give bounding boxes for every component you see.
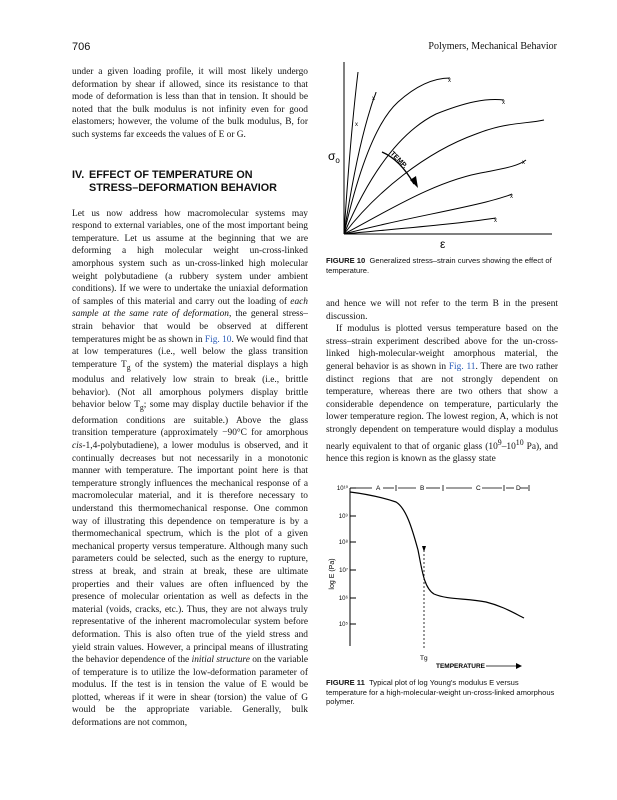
svg-text:x: x bbox=[502, 100, 505, 106]
figure-10-caption: FIGURE 10 Generalized stress–strain curves showing the effect of temperature. bbox=[326, 256, 552, 275]
stress-strain-chart bbox=[326, 62, 558, 252]
svg-text:x: x bbox=[448, 78, 451, 84]
running-title: Polymers, Mechanical Behavior bbox=[428, 41, 557, 52]
curve-4 bbox=[344, 100, 504, 234]
figure-11 bbox=[326, 478, 558, 670]
arrow-head bbox=[410, 176, 418, 188]
region-labels bbox=[376, 485, 521, 492]
svg-text:10⁵: 10⁵ bbox=[338, 622, 348, 628]
svg-text:B: B bbox=[420, 485, 425, 492]
curve-1 bbox=[344, 72, 358, 234]
y-label: $\sigma_o$ bbox=[328, 149, 340, 165]
svg-text:10⁹: 10⁹ bbox=[338, 514, 348, 520]
region-arrows bbox=[356, 485, 529, 491]
curve-6 bbox=[344, 160, 526, 234]
svg-text:x: x bbox=[355, 122, 358, 128]
fig10-link[interactable]: Fig. 10 bbox=[204, 334, 232, 345]
svg-text:10⁶: 10⁶ bbox=[338, 596, 348, 602]
svg-text:x: x bbox=[494, 218, 497, 224]
figure-11-caption: FIGURE 11 Typical plot of log Young's modulus E versus temperature for a high-molecular-weight un-cross-linked amorphous polymer. bbox=[326, 678, 555, 707]
paragraph-intro: under a given loading profile, it will most likely undergo deformation by shear if allowed, since its resistance to that mode of deformation is less than that in tension. It should be noted that the bulk modulus is not infinity even for good elastomers; however, the volume of the bulk modulus, B, for such systems far exceeds the values of E or G. bbox=[72, 67, 308, 140]
section-heading bbox=[72, 169, 308, 195]
x-arrow-head bbox=[516, 663, 522, 669]
fig11-link[interactable]: Fig. 11 bbox=[448, 361, 476, 372]
section-title-line2: STRESS–DEFORMATION BEHAVIOR bbox=[89, 181, 277, 194]
y-ticks bbox=[350, 488, 356, 624]
section-title-line1: EFFECT OF TEMPERATURE ON bbox=[89, 168, 253, 181]
figure-10 bbox=[326, 62, 558, 252]
curve-8 bbox=[344, 218, 496, 234]
modulus-temperature-chart bbox=[326, 478, 558, 670]
svg-text:10⁷: 10⁷ bbox=[339, 568, 348, 574]
svg-text:x: x bbox=[522, 160, 525, 166]
right-column bbox=[326, 298, 558, 466]
tg-label: Tg bbox=[420, 655, 428, 662]
svg-text:C: C bbox=[476, 485, 481, 492]
paragraph-bulk: and hence we will not refer to the term B in the present discussion. bbox=[326, 299, 558, 322]
svg-text:x: x bbox=[372, 96, 375, 102]
svg-text:10⁸: 10⁸ bbox=[338, 540, 348, 546]
svg-text:10¹⁰: 10¹⁰ bbox=[336, 486, 348, 492]
paragraph-modulus: If modulus is plotted versus temperature based on the stress–strain experiment described above for the un-cross-linked high-molecular-weight amorphous material, the general behavior is as shown in Fig. 11. There are two rather distinct regions that are not strongly dependent on temperature, whereas there are two others that show a considerable dependence on temperature, particularly the lower temperature region. The lowest region, A, which is not strongly dependent on temperature would display a modulus nearly equivalent to that of organic glass ($10^9-10^{10}$ Pa), and hence this region is known as the glassy state bbox=[326, 324, 558, 465]
section-number: IV. bbox=[72, 168, 85, 181]
x-label: TEMPERATURE bbox=[436, 663, 485, 670]
x-label: ε bbox=[440, 237, 446, 251]
tg-marker bbox=[422, 546, 426, 552]
paragraph-temperature: Let us now address how macromolecular systems may respond to external variables, one of the most important being temperature. Let us assume at the beginning that we are deforming a high molecular weight un-cross-linked amorphous system such as un-cross-linked high molecular weight polybutadiene (a rubbery system under ambient conditions). If we were to undertake the uniaxial deformation of samples of this material and carry out the loading of each sample at the same rate of deformation, the general stress–strain behavior that would be observed at different temperatures might be as shown in Fig. 10. We would find that at low temperatures (i.e., well below the glass transition temperature $T_g$ of the system) the material displays a high modulus and relatively low strain to break (i.e., brittle behavior). (Not all amorphous polymers display brittle behavior below $T_g$; some may display ductile behavior if the deformation conditions are suitable.) Above the glass transition temperature (approximately −90°C for amorphous cis-1,4-polybutadiene), a lower modulus is observed, and it continually decreases but not necessarily in a monotonic manner with temperature. The important point here is that temperature strongly influences the mechanical response of a macromolecular material, and it is therefore necessary to understand this thermomechanical response. One common way of illustrating this dependence on temperature is by a thermomechanical spectrum, which is the plot of a given mechanical property versus temperature. Although many such parameters could be selected, such as the energy to rupture, stress at break, and strain at break, these are ultimate properties and their values are often influenced by the presence of molecular orientation as well as defects in the material (voids, cracks, etc.). Thus, they are not always truly representative of the inherent macromolecular system before deformation. This is also often true of the yield stress and yield strain values. However, a principal means of illustrating the behavior dependence of the initial structure on the variable of temperature is to utilize the low-deformation parameter of modulus. If the test is in tension the value of E would be plotted, whereas if it were in shear (torsion) the value of G would be the appropriate variable. Generally, bulk deformations are not common, bbox=[72, 208, 309, 729]
modulus-curve bbox=[350, 492, 524, 618]
page-number: 706 bbox=[72, 41, 91, 53]
curve-7 bbox=[344, 194, 512, 234]
left-column bbox=[72, 66, 308, 730]
arrow-label: TEMP. bbox=[388, 150, 409, 170]
svg-text:D: D bbox=[516, 485, 521, 492]
y-tick-labels bbox=[337, 485, 349, 628]
y-label: log E (Pa) bbox=[329, 558, 336, 590]
svg-text:x: x bbox=[510, 194, 513, 200]
svg-text:A: A bbox=[376, 485, 381, 492]
